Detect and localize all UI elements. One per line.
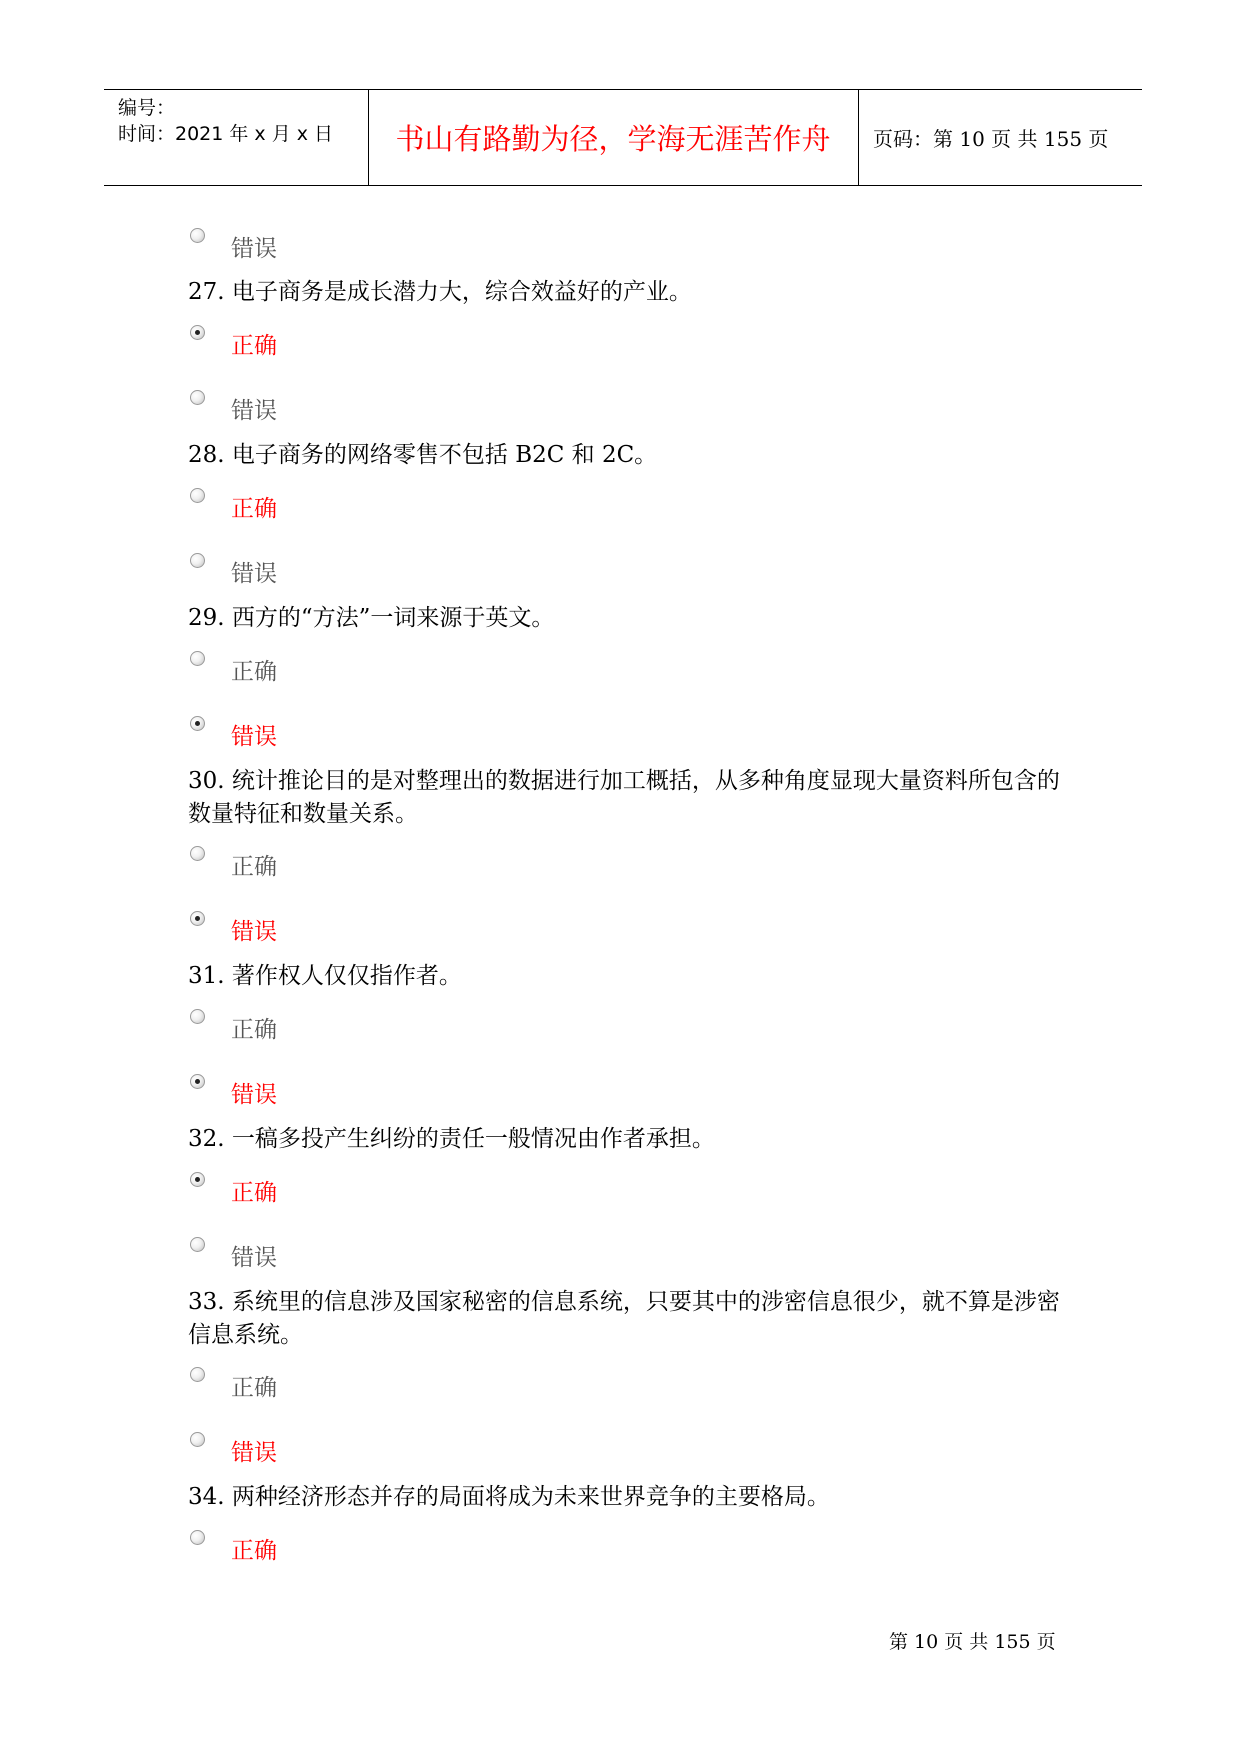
- radio-icon[interactable]: [190, 1074, 205, 1089]
- header-page-info: 页码：第 10 页 共 155 页: [873, 127, 1109, 151]
- header-meta-cell: [104, 90, 369, 185]
- radio-icon[interactable]: [190, 1237, 205, 1252]
- option-label: 正确: [231, 854, 277, 880]
- motto: 书山有路勤为径，学海无涯苦作舟: [395, 122, 831, 156]
- question-34: 34. 两种经济形态并存的局面将成为未来世界竞争的主要格局。: [188, 1484, 830, 1510]
- option-label: 错误: [231, 724, 277, 750]
- radio-icon[interactable]: [190, 325, 205, 340]
- question-29: 29. 西方的“方法”一词来源于英文。: [188, 605, 555, 631]
- radio-icon[interactable]: [190, 911, 205, 926]
- question-32: 32. 一稿多投产生纠纷的责任一般情况由作者承担。: [188, 1126, 715, 1152]
- option-label: 错误: [231, 236, 277, 262]
- option-label: 正确: [231, 333, 277, 359]
- option-label: 错误: [231, 1082, 277, 1108]
- radio-icon[interactable]: [190, 1009, 205, 1024]
- option-label: 正确: [231, 659, 277, 685]
- radio-icon[interactable]: [190, 1432, 205, 1447]
- time-label: 时间：2021 年 x 月 x 日: [118, 123, 334, 145]
- radio-icon[interactable]: [190, 716, 205, 731]
- option-label: 正确: [231, 1538, 277, 1564]
- question-27: 27. 电子商务是成长潜力大，综合效益好的产业。: [188, 279, 692, 305]
- radio-icon[interactable]: [190, 651, 205, 666]
- page-footer: 第 10 页 共 155 页: [889, 1631, 1056, 1653]
- option-label: 错误: [231, 561, 277, 587]
- question-31: 31. 著作权人仅仅指作者。: [188, 963, 462, 989]
- question-28: 28. 电子商务的网络零售不包括 B2C 和 2C。: [188, 442, 658, 468]
- option-label: 错误: [231, 1440, 277, 1466]
- option-label: 错误: [231, 1245, 277, 1271]
- header-motto-cell: [368, 90, 859, 185]
- page-header: [104, 89, 1142, 186]
- option-label: 正确: [231, 1180, 277, 1206]
- radio-icon[interactable]: [190, 228, 205, 243]
- radio-icon[interactable]: [190, 1172, 205, 1187]
- radio-icon[interactable]: [190, 390, 205, 405]
- option-label: 正确: [231, 1375, 277, 1401]
- question-33: 33. 系统里的信息涉及国家秘密的信息系统，只要其中的涉密信息很少，就不算是涉密信息系统。: [188, 1289, 1060, 1348]
- option-label: 错误: [231, 398, 277, 424]
- option-label: 正确: [231, 1017, 277, 1043]
- radio-icon[interactable]: [190, 1530, 205, 1545]
- radio-icon[interactable]: [190, 488, 205, 503]
- radio-icon[interactable]: [190, 1367, 205, 1382]
- option-label: 错误: [231, 919, 277, 945]
- question-30: 30. 统计推论目的是对整理出的数据进行加工概括，从多种角度显现大量资料所包含的数量特征和数量关系。: [188, 768, 1060, 827]
- option-label: 正确: [231, 496, 277, 522]
- radio-icon[interactable]: [190, 846, 205, 861]
- radio-icon[interactable]: [190, 553, 205, 568]
- header-page-cell: [859, 90, 1142, 185]
- serial-label: 编号：: [118, 97, 176, 119]
